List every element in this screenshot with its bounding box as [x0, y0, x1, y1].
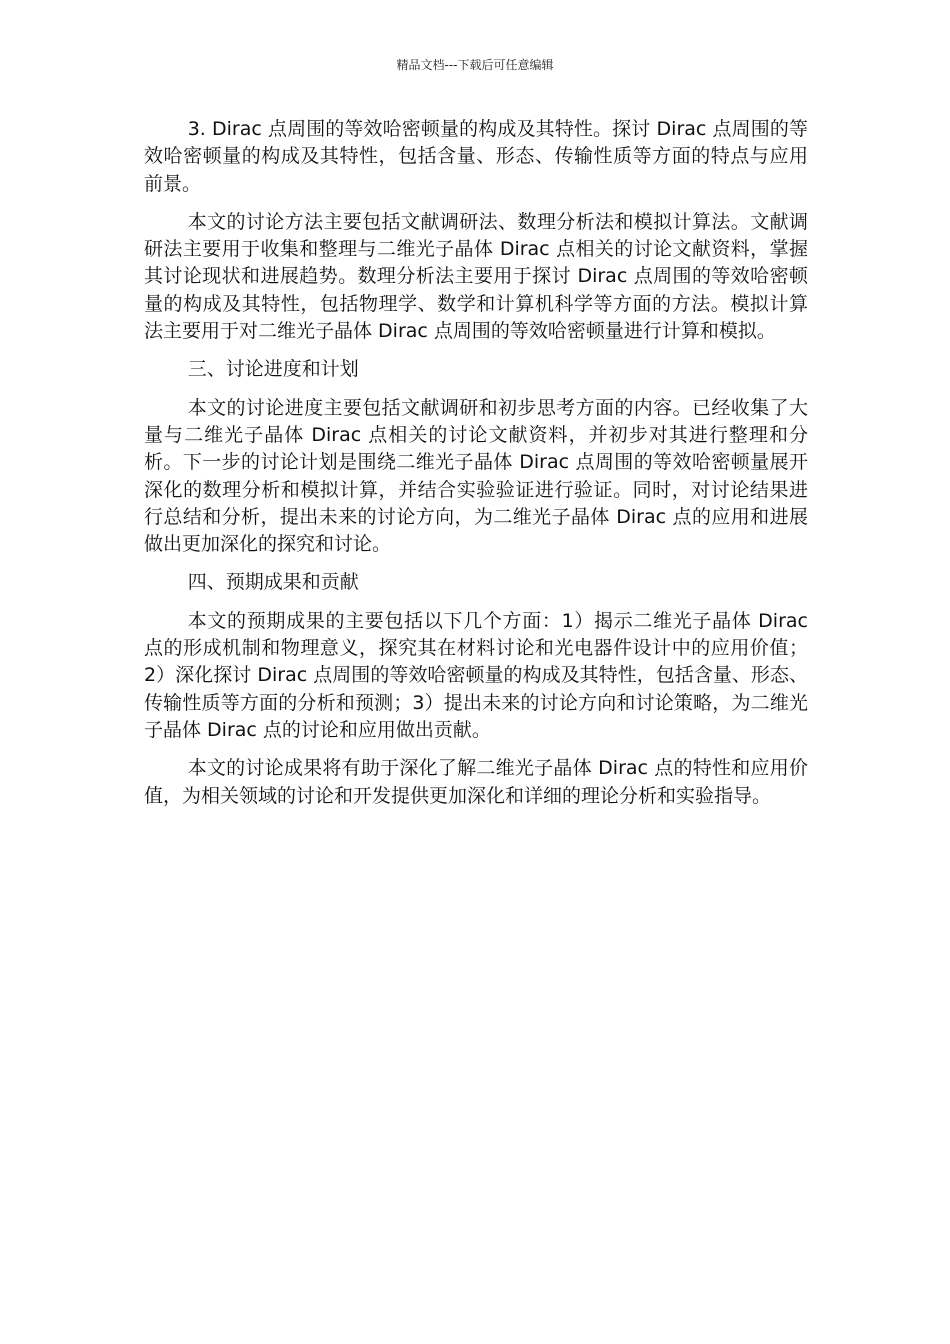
paragraph-research-methods: 本文的讨论方法主要包括文献调研法、数理分析法和模拟计算法。文献调研法主要用于收集和整理与二维光子晶体 Dirac 点相关的讨论文献资料，掌握其讨论现状和进展趋势。数理分析法主要用于探讨 Dirac 点周围的等效哈密顿量的构成及其特性，包括物理学、数学和计算机科学等方面的方法。模拟计算法主要用于对二维光子晶体 Dirac 点周围的等效哈密顿量进行计算和模拟。 — [144, 210, 808, 343]
section-heading-expected-results: 四、预期成果和贡献 — [187, 571, 359, 594]
paragraph-expected-results: 本文的预期成果的主要包括以下几个方面：1）揭示二维光子晶体 Dirac 点的形成机制和物理意义，探究其在材料讨论和光电器件设计中的应用价值；2）深化探讨 Dirac 点周围的等效哈密顿量的构成及其特性，包括含量、形态、传输性质等方面的分析和预测；3）提出未来的讨论方向和讨论策略，为二维光子晶体 Dirac 点的讨论和应用做出贡献。 — [144, 609, 808, 741]
document-body — [144, 116, 808, 821]
paragraph-progress-plan: 本文的讨论进度主要包括文献调研和初步思考方面的内容。已经收集了大量与二维光子晶体 Dirac 点相关的讨论文献资料，并初步对其进行整理和分析。下一步的讨论计划是围绕二维光子晶体 Dirac 点周围的等效哈密顿量展开深化的数理分析和模拟计算，并结合实验验证进行验证。同时，对讨论结果进行总结和分析，提出未来的讨论方向，为二维光子晶体 Dirac 点的应用和进展做出更加深化的探究和讨论。 — [144, 396, 808, 556]
page-header: 精品文档---下载后可任意编辑 — [396, 58, 554, 72]
paragraph-contribution: 本文的讨论成果将有助于深化了解二维光子晶体 Dirac 点的特性和应用价值，为相关领域的讨论和开发提供更加深化和详细的理论分析和实验指导。 — [144, 757, 808, 807]
section-heading-progress: 三、讨论进度和计划 — [187, 358, 359, 381]
paragraph-dirac-hamiltonian: 3. Dirac 点周围的等效哈密顿量的构成及其特性。探讨 Dirac 点周围的等效哈密顿量的构成及其特性，包括含量、形态、传输性质等方面的特点与应用前景。 — [144, 118, 808, 195]
